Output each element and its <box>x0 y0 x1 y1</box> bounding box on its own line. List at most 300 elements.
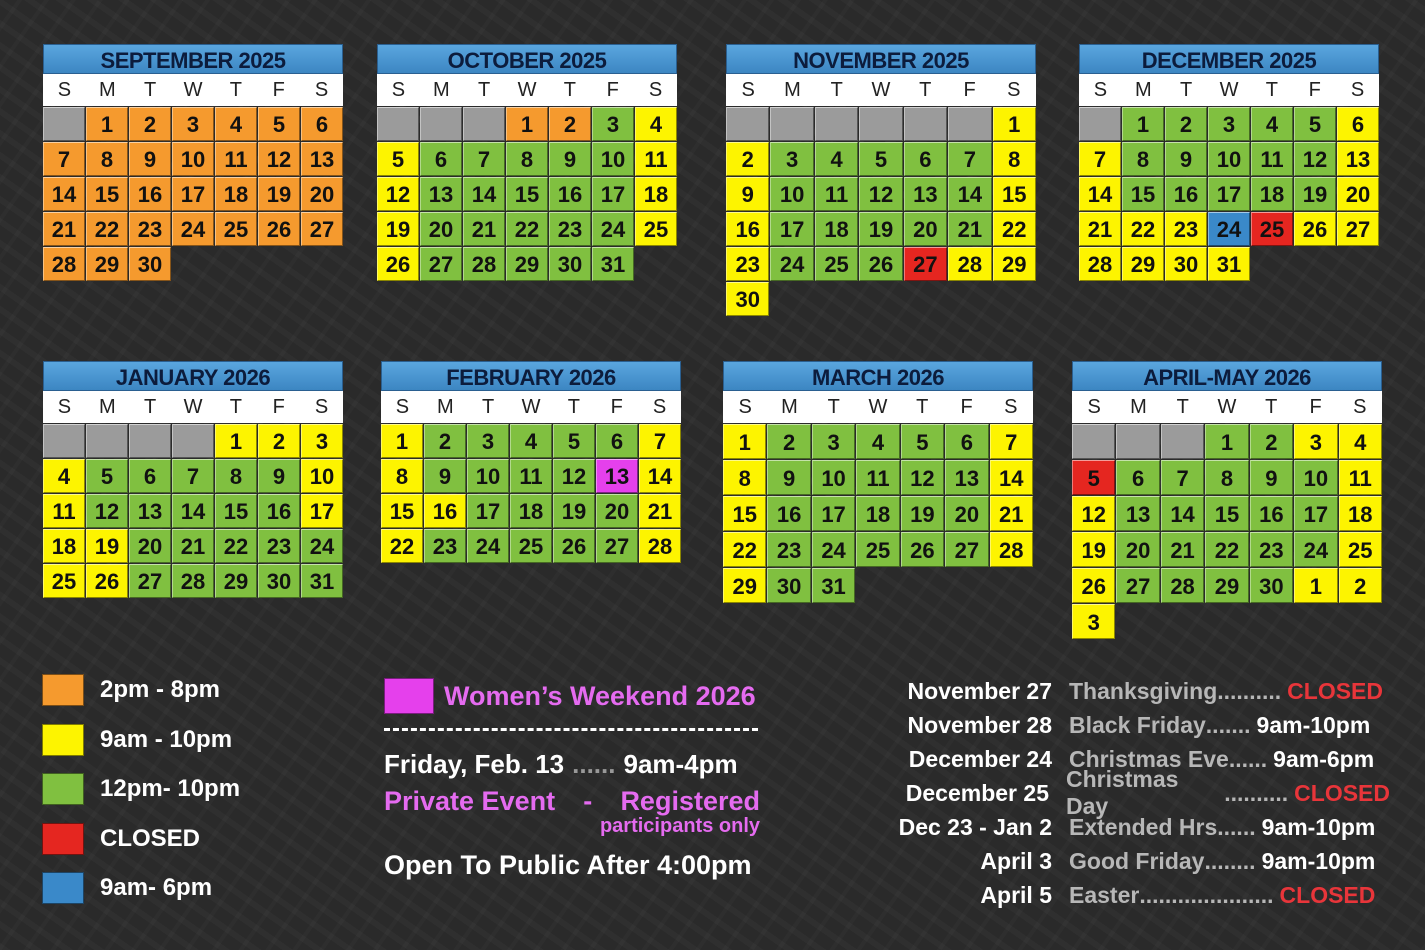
day-cell: 5 <box>859 142 902 176</box>
weekday-label: F <box>960 396 973 418</box>
day-cell: 1 <box>993 107 1036 141</box>
day-cell: 22 <box>215 529 257 563</box>
day-cell: 6 <box>904 142 947 176</box>
day-cell: 4 <box>510 424 552 458</box>
day-cell: 25 <box>856 532 899 567</box>
day-cell: 2 <box>767 424 810 459</box>
day-cell: 18 <box>1339 496 1382 531</box>
holiday-name: Christmas Eve <box>1069 745 1229 772</box>
day-cell: 7 <box>43 142 85 176</box>
weekday-label: S <box>1007 79 1021 101</box>
day-cell: 26 <box>553 529 595 563</box>
ww-time: 9am-4pm <box>623 749 738 779</box>
day-cell: 12 <box>1072 496 1115 531</box>
day-blank <box>129 424 171 458</box>
day-cell: 18 <box>510 494 552 528</box>
day-cell: 12 <box>901 460 944 495</box>
day-cell: 20 <box>904 212 947 246</box>
day-cell: 23 <box>767 532 810 567</box>
weekday-label: S <box>648 79 663 101</box>
day-cell: 27 <box>596 529 638 563</box>
day-cell: 31 <box>1208 247 1250 281</box>
weekday-label: T <box>144 396 157 418</box>
day-cell: 23 <box>1250 532 1293 567</box>
weekday-label: T <box>482 396 495 418</box>
legend-swatch <box>42 773 84 805</box>
day-cell: 6 <box>420 142 462 176</box>
day-cell: 16 <box>424 494 466 528</box>
day-blank <box>948 107 991 141</box>
day-cell: 14 <box>990 460 1033 495</box>
day-cell: 4 <box>856 424 899 459</box>
day-cell: 28 <box>1161 568 1204 603</box>
day-cell: 12 <box>258 142 300 176</box>
day-cell: 18 <box>815 212 858 246</box>
day-cell: 22 <box>993 212 1036 246</box>
weekday-label: S <box>314 396 329 418</box>
day-blank <box>726 107 769 141</box>
day-cell: 17 <box>1208 177 1250 211</box>
day-cell: 24 <box>1294 532 1337 567</box>
day-cell: 25 <box>43 564 85 598</box>
day-cell: 12 <box>86 494 128 528</box>
day-cell: 10 <box>1294 460 1337 495</box>
holiday-date: Dec 23 - Jan 2 <box>898 813 1052 840</box>
weekday-label: T <box>830 79 843 101</box>
day-cell: 11 <box>43 494 85 528</box>
day-cell: 9 <box>549 142 591 176</box>
day-cell: 26 <box>901 532 944 567</box>
day-cell: 28 <box>1079 247 1121 281</box>
day-cell: 2 <box>258 424 300 458</box>
day-cell: 3 <box>592 107 634 141</box>
legend-label: 9am - 10pm <box>100 725 233 753</box>
day-cell: 9 <box>258 459 300 493</box>
weekday-label: T <box>1265 79 1278 101</box>
day-cell: 20 <box>301 177 343 211</box>
day-cell: 5 <box>258 107 300 141</box>
day-cell: 9 <box>726 177 769 211</box>
day-cell: 17 <box>592 177 634 211</box>
day-cell: 2 <box>424 424 466 458</box>
day-cell: 13 <box>301 142 343 176</box>
legend-item <box>42 724 240 756</box>
weekday-label: M <box>98 396 116 418</box>
day-cell: 25 <box>215 212 257 246</box>
day-blank <box>1116 424 1159 459</box>
day-cell: 3 <box>812 424 855 459</box>
day-cell: 18 <box>856 496 899 531</box>
holiday-hours: 9am-6pm <box>1273 745 1375 772</box>
day-cell: 11 <box>856 460 899 495</box>
day-grid <box>381 424 681 563</box>
weekday-header <box>381 391 681 423</box>
day-cell: 6 <box>596 424 638 458</box>
weekday-label: F <box>606 79 619 101</box>
day-cell: 7 <box>948 142 991 176</box>
day-cell: 29 <box>1205 568 1248 603</box>
holiday-hours: 9am-10pm <box>1261 813 1376 840</box>
legend-label: CLOSED <box>100 824 201 852</box>
day-grid <box>43 107 343 281</box>
day-cell: 8 <box>1122 142 1164 176</box>
day-cell: 25 <box>815 247 858 281</box>
day-cell: 15 <box>215 494 257 528</box>
weekday-label: W <box>871 79 891 101</box>
weekday-label: S <box>314 79 329 101</box>
holiday-row <box>880 674 1390 708</box>
day-cell: 7 <box>990 424 1033 459</box>
day-blank <box>43 107 85 141</box>
legend-label: 12pm- 10pm <box>100 775 241 802</box>
day-cell: 10 <box>172 142 214 176</box>
holiday-name: Thanksgiving <box>1069 677 1218 704</box>
weekday-label: W <box>517 79 537 101</box>
month-title: OCTOBER 2025 <box>377 44 677 74</box>
day-cell: 26 <box>86 564 128 598</box>
day-cell: 22 <box>381 529 423 563</box>
day-blank <box>86 424 128 458</box>
day-cell: 16 <box>258 494 300 528</box>
day-blank <box>43 424 85 458</box>
weekday-label: S <box>391 79 406 101</box>
holiday-dots: ..................... <box>1139 881 1274 908</box>
hours-legend <box>42 674 240 922</box>
day-cell: 21 <box>990 496 1033 531</box>
month-january-2026 <box>43 361 343 598</box>
day-cell: 8 <box>993 142 1036 176</box>
day-cell: 13 <box>904 177 947 211</box>
day-cell: 15 <box>993 177 1036 211</box>
day-cell: 9 <box>1165 142 1207 176</box>
day-cell: 19 <box>901 496 944 531</box>
day-blank <box>1079 107 1121 141</box>
dashed-divider <box>384 728 758 731</box>
day-cell: 13 <box>596 459 638 493</box>
day-cell: 5 <box>1294 107 1336 141</box>
day-cell: 19 <box>1294 177 1336 211</box>
weekday-label: M <box>1130 396 1147 418</box>
day-cell: 13 <box>129 494 171 528</box>
weekday-label: T <box>919 79 932 101</box>
holiday-row <box>880 810 1390 844</box>
day-cell: 9 <box>767 460 810 495</box>
day-cell: 15 <box>723 496 766 531</box>
day-cell: 20 <box>596 494 638 528</box>
weekday-label: F <box>1309 396 1322 418</box>
day-cell: 12 <box>1294 142 1336 176</box>
day-cell: 10 <box>301 459 343 493</box>
day-cell: 26 <box>1072 568 1115 603</box>
weekday-label: W <box>1217 396 1237 418</box>
day-grid <box>723 424 1033 603</box>
day-cell: 7 <box>463 142 505 176</box>
weekday-label: M <box>436 396 454 418</box>
day-cell: 3 <box>1208 107 1250 141</box>
day-cell: 11 <box>510 459 552 493</box>
day-cell: 3 <box>1072 604 1115 639</box>
day-cell: 25 <box>1251 212 1293 246</box>
day-cell: 11 <box>1251 142 1293 176</box>
day-cell: 19 <box>377 212 419 246</box>
day-cell: 3 <box>467 424 509 458</box>
weekday-label: S <box>395 396 410 418</box>
legend-label: 2pm - 8pm <box>100 676 221 703</box>
holiday-row <box>880 766 1390 819</box>
day-cell: 29 <box>993 247 1036 281</box>
day-cell: 23 <box>1165 212 1207 246</box>
day-cell: 5 <box>901 424 944 459</box>
weekday-label: T <box>1265 396 1278 418</box>
day-cell: 4 <box>1251 107 1293 141</box>
day-cell: 12 <box>377 177 419 211</box>
day-blank <box>904 107 947 141</box>
day-cell: 1 <box>723 424 766 459</box>
day-cell: 22 <box>1122 212 1164 246</box>
holiday-name: Easter <box>1069 881 1140 908</box>
day-cell: 6 <box>945 424 988 459</box>
month-title: MARCH 2026 <box>723 361 1033 391</box>
legend-swatch <box>42 724 84 756</box>
day-blank <box>770 107 813 141</box>
day-cell: 3 <box>172 107 214 141</box>
day-cell: 30 <box>1250 568 1293 603</box>
day-cell: 6 <box>1337 107 1379 141</box>
weekday-label: M <box>432 79 450 101</box>
womens-weekend-panel <box>384 678 760 881</box>
day-blank <box>463 107 505 141</box>
day-cell: 6 <box>129 459 171 493</box>
day-cell: 23 <box>258 529 300 563</box>
holiday-hours-list <box>880 674 1390 912</box>
weekday-label: M <box>784 79 801 101</box>
day-cell: 14 <box>172 494 214 528</box>
day-cell: 5 <box>553 424 595 458</box>
day-cell: 14 <box>43 177 85 211</box>
day-cell: 21 <box>1161 532 1204 567</box>
day-cell: 26 <box>859 247 902 281</box>
day-cell: 1 <box>1205 424 1248 459</box>
holiday-date: April 5 <box>980 881 1052 908</box>
day-cell: 2 <box>549 107 591 141</box>
day-cell: 24 <box>467 529 509 563</box>
day-cell: 11 <box>1339 460 1382 495</box>
day-cell: 28 <box>463 247 505 281</box>
day-cell: 17 <box>172 177 214 211</box>
weekday-label: F <box>963 79 976 101</box>
day-cell: 2 <box>1339 568 1382 603</box>
day-cell: 17 <box>770 212 813 246</box>
day-cell: 4 <box>635 107 677 141</box>
ww-open-public: Open To Public After 4:00pm <box>384 850 752 880</box>
day-cell: 13 <box>945 460 988 495</box>
weekday-label: T <box>144 79 157 101</box>
day-blank <box>815 107 858 141</box>
day-grid <box>1072 424 1382 639</box>
day-cell: 17 <box>812 496 855 531</box>
day-cell: 10 <box>812 460 855 495</box>
weekday-label: W <box>183 79 203 101</box>
day-cell: 8 <box>506 142 548 176</box>
day-cell: 1 <box>1122 107 1164 141</box>
day-cell: 28 <box>43 247 85 281</box>
day-blank <box>1161 424 1204 459</box>
day-cell: 4 <box>43 459 85 493</box>
day-cell: 18 <box>635 177 677 211</box>
day-cell: 31 <box>812 568 855 603</box>
womens-weekend-swatch <box>384 678 434 714</box>
day-cell: 26 <box>258 212 300 246</box>
holiday-date: April 3 <box>980 847 1052 874</box>
month-title: JANUARY 2026 <box>43 361 343 391</box>
holiday-row <box>880 708 1390 742</box>
day-blank <box>172 424 214 458</box>
weekday-label: T <box>478 79 491 101</box>
day-cell: 25 <box>510 529 552 563</box>
day-cell: 21 <box>172 529 214 563</box>
weekday-label: M <box>781 396 798 418</box>
ww-private-left: Private Event <box>384 786 556 816</box>
day-cell: 24 <box>301 529 343 563</box>
ww-private-dash: - <box>583 786 593 816</box>
day-cell: 19 <box>553 494 595 528</box>
weekday-label: T <box>563 79 576 101</box>
weekday-header <box>723 391 1033 423</box>
month-december-2025 <box>1079 44 1379 281</box>
weekday-header <box>43 391 343 423</box>
day-cell: 14 <box>948 177 991 211</box>
day-cell: 24 <box>592 212 634 246</box>
day-cell: 20 <box>945 496 988 531</box>
day-cell: 30 <box>129 247 171 281</box>
holiday-hours: CLOSED <box>1279 881 1376 908</box>
day-cell: 10 <box>592 142 634 176</box>
day-cell: 19 <box>86 529 128 563</box>
day-cell: 20 <box>1116 532 1159 567</box>
day-grid <box>377 107 677 281</box>
day-cell: 28 <box>948 247 991 281</box>
holiday-hours: CLOSED <box>1294 779 1390 806</box>
day-cell: 30 <box>258 564 300 598</box>
holiday-hours: 9am-10pm <box>1256 711 1371 738</box>
day-cell: 20 <box>1337 177 1379 211</box>
weekday-label: M <box>1134 79 1152 101</box>
weekday-label: F <box>272 79 285 101</box>
day-cell: 30 <box>767 568 810 603</box>
day-cell: 2 <box>129 107 171 141</box>
month-march-2026 <box>723 361 1033 603</box>
day-cell: 12 <box>859 177 902 211</box>
day-cell: 29 <box>723 568 766 603</box>
day-cell: 15 <box>506 177 548 211</box>
legend-swatch <box>42 872 84 904</box>
day-cell: 2 <box>1165 107 1207 141</box>
day-cell: 30 <box>1165 247 1207 281</box>
day-cell: 18 <box>43 529 85 563</box>
day-cell: 21 <box>43 212 85 246</box>
weekday-header <box>1079 74 1379 106</box>
day-grid <box>1079 107 1379 281</box>
weekday-label: F <box>1308 79 1321 101</box>
month-title: APRIL-MAY 2026 <box>1072 361 1382 391</box>
day-cell: 14 <box>1161 496 1204 531</box>
day-cell: 19 <box>258 177 300 211</box>
day-cell: 20 <box>129 529 171 563</box>
holiday-date: December 25 <box>905 779 1049 806</box>
day-cell: 2 <box>726 142 769 176</box>
day-grid <box>43 424 343 598</box>
day-cell: 31 <box>592 247 634 281</box>
day-cell: 13 <box>420 177 462 211</box>
day-cell: 10 <box>467 459 509 493</box>
day-cell: 4 <box>215 107 257 141</box>
day-cell: 10 <box>1208 142 1250 176</box>
weekday-label: W <box>868 396 888 418</box>
month-title: DECEMBER 2025 <box>1079 44 1379 74</box>
legend-item <box>42 823 240 855</box>
day-cell: 23 <box>129 212 171 246</box>
legend-item <box>42 872 240 904</box>
weekday-label: W <box>521 396 541 418</box>
holiday-name: Extended Hrs <box>1069 813 1218 840</box>
day-cell: 20 <box>420 212 462 246</box>
day-cell: 21 <box>463 212 505 246</box>
day-cell: 15 <box>1205 496 1248 531</box>
holiday-name: Good Friday <box>1069 847 1205 874</box>
day-cell: 17 <box>301 494 343 528</box>
legend-item <box>42 773 240 805</box>
day-cell: 16 <box>129 177 171 211</box>
weekday-label: S <box>741 79 755 101</box>
day-cell: 8 <box>723 460 766 495</box>
day-cell: 24 <box>770 247 813 281</box>
day-cell: 12 <box>553 459 595 493</box>
day-cell: 16 <box>1250 496 1293 531</box>
day-cell: 24 <box>1208 212 1250 246</box>
weekday-label: W <box>1219 79 1239 101</box>
day-cell: 23 <box>424 529 466 563</box>
day-cell: 9 <box>424 459 466 493</box>
holiday-name: Black Friday <box>1069 711 1206 738</box>
day-cell: 27 <box>945 532 988 567</box>
day-cell: 30 <box>549 247 591 281</box>
weekday-label: S <box>57 396 72 418</box>
day-cell: 29 <box>86 247 128 281</box>
day-blank <box>420 107 462 141</box>
legend-item <box>42 674 240 706</box>
month-title: NOVEMBER 2025 <box>726 44 1036 74</box>
day-cell: 18 <box>1251 177 1293 211</box>
day-cell: 22 <box>1205 532 1248 567</box>
day-cell: 16 <box>767 496 810 531</box>
weekday-header <box>377 74 677 106</box>
legend-swatch <box>42 674 84 706</box>
day-blank <box>859 107 902 141</box>
day-cell: 30 <box>726 282 769 316</box>
weekday-header <box>1072 391 1382 423</box>
day-cell: 11 <box>815 177 858 211</box>
holiday-dots: .......... <box>1217 677 1282 704</box>
day-cell: 27 <box>904 247 947 281</box>
day-cell: 25 <box>1339 532 1382 567</box>
holiday-dots: ....... <box>1205 711 1251 738</box>
day-cell: 25 <box>635 212 677 246</box>
holiday-date: November 27 <box>907 677 1052 704</box>
holiday-date: December 24 <box>908 745 1052 772</box>
day-cell: 7 <box>172 459 214 493</box>
day-cell: 13 <box>1116 496 1159 531</box>
day-blank <box>1072 424 1115 459</box>
